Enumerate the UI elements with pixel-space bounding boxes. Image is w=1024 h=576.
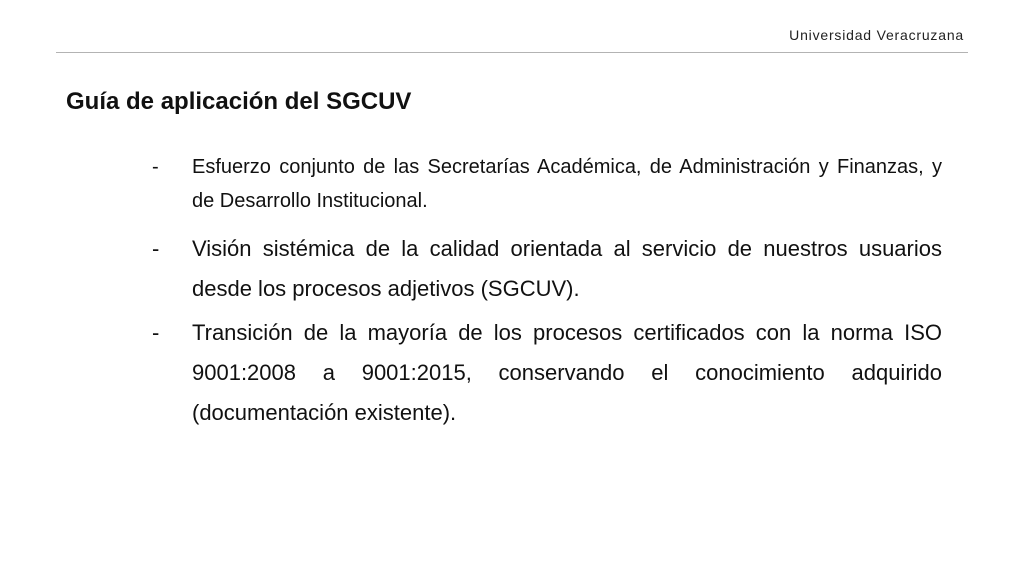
bullet-marker: - (152, 156, 159, 178)
organization-name: Universidad Veracruzana (789, 27, 964, 43)
bullet-text: Visión sistémica de la calidad orientada al servicio de nuestros usuarios desde los procesos adjetivos (SGCUV). (192, 236, 942, 301)
bullet-marker: - (152, 236, 160, 261)
bullet-text: Transición de la mayoría de los procesos certificados con la norma ISO 9001:2008 a 9001:2015, conservando el conocimiento adquirido (documentación existente). (192, 320, 942, 425)
bullet-item (152, 150, 942, 218)
bullet-item (152, 313, 942, 433)
header-divider (56, 52, 968, 53)
bullet-marker: - (152, 320, 160, 345)
slide-title: Guía de aplicación del SGCUV (66, 88, 412, 115)
bullet-text: Esfuerzo conjunto de las Secretarías Académica, de Administración y Finanzas, y de Desarrollo Institucional. (192, 156, 942, 212)
bullet-item (152, 229, 942, 309)
bullet-list (152, 150, 942, 437)
